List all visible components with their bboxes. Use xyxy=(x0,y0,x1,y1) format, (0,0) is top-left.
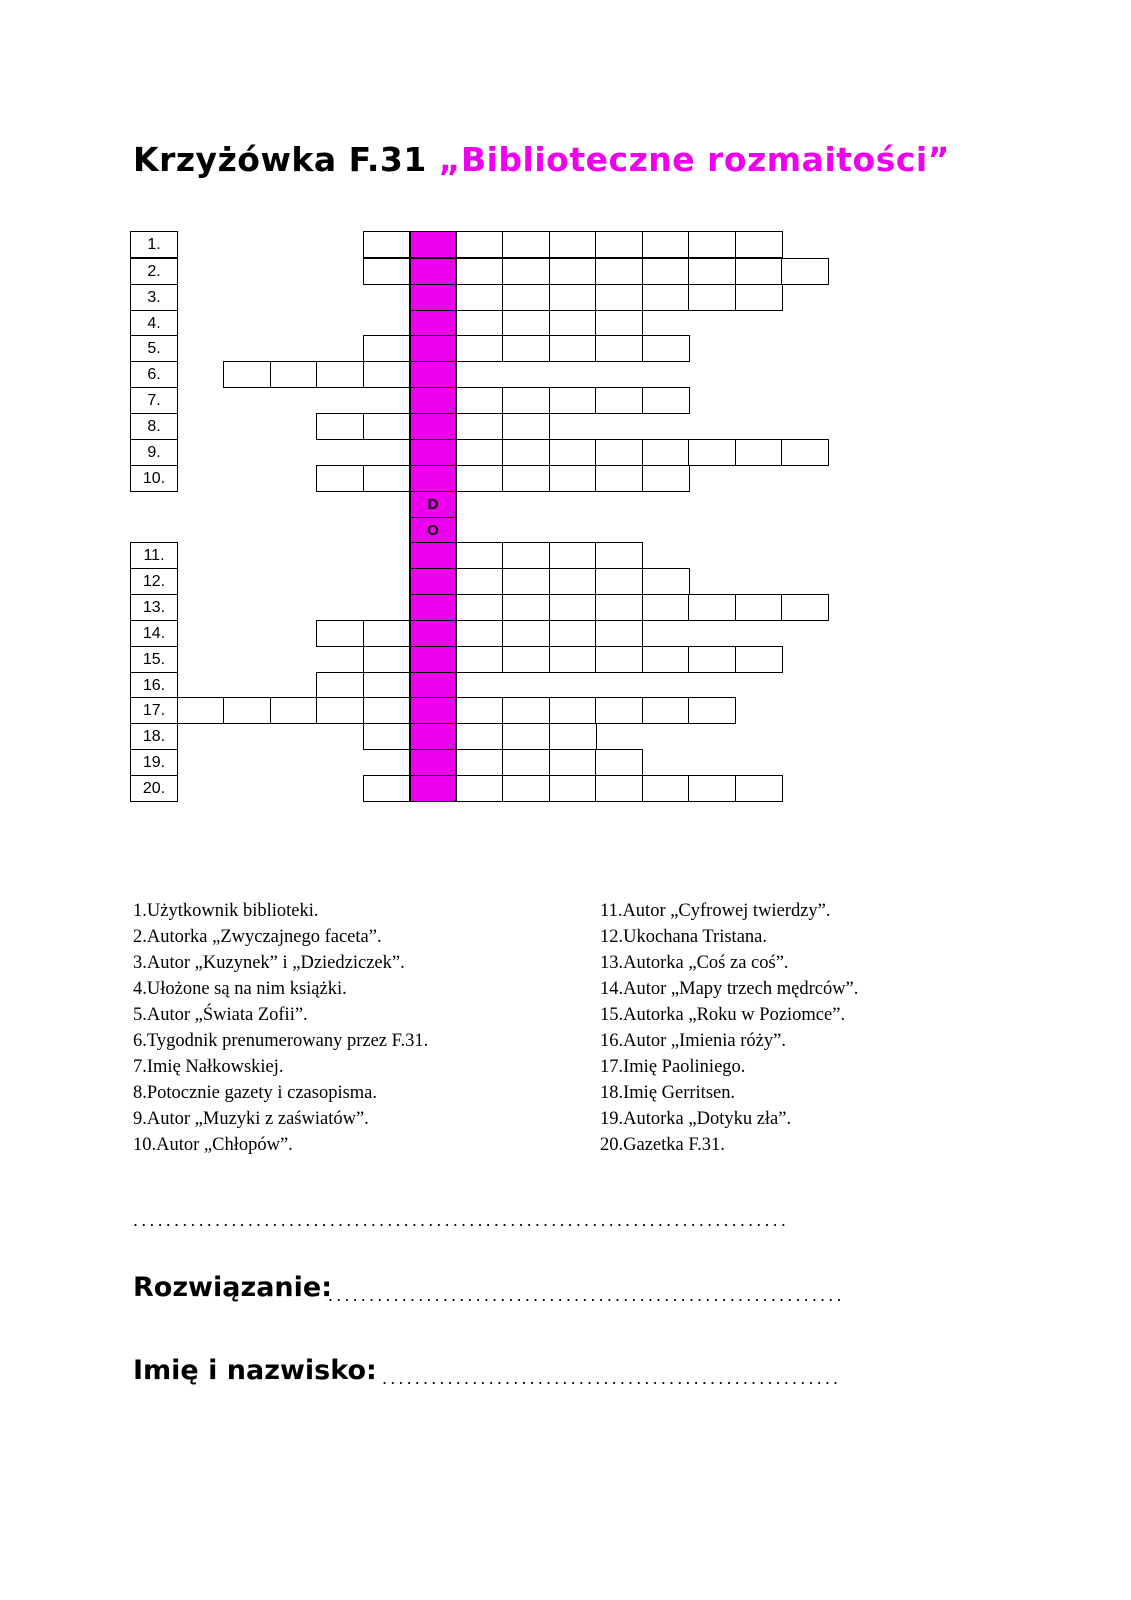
answer-cell[interactable] xyxy=(223,361,271,388)
clue-item: 11.Autor „Cyfrowej twierdzy”. xyxy=(600,901,831,921)
clue-item: 16.Autor „Imienia róży”. xyxy=(600,1031,786,1051)
answer-cell[interactable] xyxy=(456,646,504,673)
answer-cell[interactable] xyxy=(688,697,736,724)
answer-cell[interactable] xyxy=(595,284,643,311)
answer-cell[interactable] xyxy=(549,749,597,776)
answer-cell[interactable] xyxy=(549,284,597,311)
answer-cell[interactable] xyxy=(363,646,411,673)
answer-cell[interactable] xyxy=(502,465,550,492)
answer-cell[interactable] xyxy=(642,697,690,724)
answer-cell[interactable] xyxy=(688,594,736,621)
row-number-label: 15. xyxy=(130,646,178,673)
answer-cell[interactable] xyxy=(549,258,597,285)
answer-cell[interactable] xyxy=(595,749,643,776)
answer-cell[interactable] xyxy=(456,697,504,724)
clue-item: 19.Autorka „Dotyku zła”. xyxy=(600,1109,792,1129)
clue-item: 18.Imię Gerritsen. xyxy=(600,1083,736,1103)
answer-cell[interactable] xyxy=(456,749,504,776)
answer-cell[interactable] xyxy=(642,594,690,621)
answer-cell[interactable] xyxy=(456,594,504,621)
row-number-label: 7. xyxy=(130,387,178,414)
answer-cell[interactable] xyxy=(502,284,550,311)
clue-item: 13.Autorka „Coś za coś”. xyxy=(600,953,789,973)
answer-cell[interactable] xyxy=(502,387,550,414)
solution-label: Rozwiązanie: xyxy=(133,1272,332,1303)
key-column-cell[interactable] xyxy=(409,387,457,414)
answer-cell[interactable] xyxy=(316,697,364,724)
answer-cell[interactable] xyxy=(502,620,550,647)
key-column-cell[interactable] xyxy=(409,310,457,337)
answer-cell[interactable] xyxy=(735,646,783,673)
answer-cell[interactable] xyxy=(595,258,643,285)
answer-cell[interactable] xyxy=(502,749,550,776)
answer-cell[interactable] xyxy=(549,723,597,750)
clue-item: 8.Potocznie gazety i czasopisma. xyxy=(133,1083,378,1103)
answer-cell[interactable] xyxy=(363,620,411,647)
answer-cell[interactable] xyxy=(502,413,550,440)
answer-cell[interactable] xyxy=(735,258,783,285)
answer-cell[interactable] xyxy=(735,594,783,621)
answer-cell[interactable] xyxy=(595,310,643,337)
answer-cell[interactable] xyxy=(688,284,736,311)
answer-cell[interactable] xyxy=(456,439,504,466)
answer-cell[interactable] xyxy=(642,335,690,362)
answer-cell[interactable] xyxy=(316,361,364,388)
key-letter: O xyxy=(427,522,439,539)
key-column-cell[interactable] xyxy=(409,284,457,311)
answer-cell[interactable] xyxy=(595,620,643,647)
solution-field[interactable]: ............................................................... xyxy=(328,1285,845,1305)
answer-cell[interactable] xyxy=(595,697,643,724)
answer-cell[interactable] xyxy=(781,594,829,621)
answer-cell[interactable] xyxy=(177,697,225,724)
answer-cell[interactable] xyxy=(456,723,504,750)
answer-cell[interactable] xyxy=(549,594,597,621)
answer-cell[interactable] xyxy=(549,646,597,673)
answer-cell[interactable] xyxy=(363,231,411,258)
answer-cell[interactable] xyxy=(456,231,504,258)
row-number-label: 17. xyxy=(130,697,178,724)
answer-cell[interactable] xyxy=(502,775,550,802)
clue-item: 2.Autorka „Zwyczajnego faceta”. xyxy=(133,927,382,947)
answer-cell[interactable] xyxy=(456,387,504,414)
row-number-label: 10. xyxy=(130,465,178,492)
clue-item: 6.Tygodnik prenumerowany przez F.31. xyxy=(133,1031,429,1051)
clue-item: 10.Autor „Chłopów”. xyxy=(133,1135,293,1155)
answer-cell[interactable] xyxy=(270,361,318,388)
answer-cell[interactable] xyxy=(735,439,783,466)
answer-cell[interactable] xyxy=(549,775,597,802)
clues-left-column xyxy=(133,898,428,1158)
answer-cell[interactable] xyxy=(363,361,411,388)
answer-cell[interactable] xyxy=(456,335,504,362)
row-number-label: 14. xyxy=(130,620,178,647)
row-number-label: 13. xyxy=(130,594,178,621)
clue-item: 17.Imię Paoliniego. xyxy=(600,1057,746,1077)
row-number-label: 6. xyxy=(130,361,178,388)
answer-cell[interactable] xyxy=(502,594,550,621)
answer-cell[interactable] xyxy=(642,258,690,285)
answer-cell[interactable] xyxy=(549,231,597,258)
answer-cell[interactable] xyxy=(316,465,364,492)
answer-cell[interactable] xyxy=(316,620,364,647)
answer-cell[interactable] xyxy=(549,439,597,466)
answer-cell[interactable] xyxy=(363,413,411,440)
row-number-label: 8. xyxy=(130,413,178,440)
blank-answer-line[interactable]: ................................................................................ xyxy=(133,1210,790,1230)
key-column-cell[interactable] xyxy=(409,335,457,362)
answer-cell[interactable] xyxy=(502,568,550,595)
answer-cell[interactable] xyxy=(502,697,550,724)
answer-cell[interactable] xyxy=(688,775,736,802)
answer-cell[interactable] xyxy=(363,697,411,724)
answer-cell[interactable] xyxy=(642,439,690,466)
key-column-cell[interactable] xyxy=(409,465,457,492)
key-column-cell[interactable] xyxy=(409,439,457,466)
answer-cell[interactable] xyxy=(502,646,550,673)
answer-cell[interactable] xyxy=(363,258,411,285)
answer-cell[interactable] xyxy=(549,568,597,595)
answer-cell[interactable] xyxy=(456,258,504,285)
answer-cell[interactable] xyxy=(363,775,411,802)
answer-cell[interactable] xyxy=(456,568,504,595)
clue-item: 5.Autor „Świata Zofii”. xyxy=(133,1005,308,1025)
answer-cell[interactable] xyxy=(316,672,364,699)
answer-cell[interactable] xyxy=(456,284,504,311)
clue-item: 9.Autor „Muzyki z zaświatów”. xyxy=(133,1109,369,1129)
answer-cell[interactable] xyxy=(642,775,690,802)
clue-item: 1.Użytkownik biblioteki. xyxy=(133,901,319,921)
key-column-cell[interactable] xyxy=(409,413,457,440)
answer-cell[interactable] xyxy=(456,542,504,569)
key-column-cell[interactable] xyxy=(409,775,457,802)
clue-item: 20.Gazetka F.31. xyxy=(600,1135,725,1155)
row-number-label: 9. xyxy=(130,439,178,466)
clues-right-column xyxy=(600,898,858,1158)
key-column-cell[interactable] xyxy=(409,542,457,569)
answer-cell[interactable] xyxy=(549,465,597,492)
answer-cell[interactable] xyxy=(642,231,690,258)
answer-cell[interactable] xyxy=(595,775,643,802)
answer-cell[interactable] xyxy=(595,231,643,258)
answer-cell[interactable] xyxy=(642,465,690,492)
answer-cell[interactable] xyxy=(502,310,550,337)
answer-cell[interactable] xyxy=(456,775,504,802)
answer-cell[interactable] xyxy=(270,697,318,724)
row-number-label: 16. xyxy=(130,672,178,699)
answer-cell[interactable] xyxy=(642,284,690,311)
key-column-cell[interactable] xyxy=(409,723,457,750)
answer-cell[interactable] xyxy=(223,697,271,724)
answer-cell[interactable] xyxy=(363,335,411,362)
answer-cell[interactable] xyxy=(735,231,783,258)
answer-cell[interactable] xyxy=(549,697,597,724)
key-column-cell[interactable] xyxy=(409,672,457,699)
answer-cell[interactable] xyxy=(642,646,690,673)
row-number-label: 2. xyxy=(130,258,178,285)
answer-cell[interactable] xyxy=(363,672,411,699)
row-number-label: 11. xyxy=(130,542,178,569)
answer-cell[interactable] xyxy=(456,310,504,337)
answer-cell[interactable] xyxy=(595,594,643,621)
row-number-label: 20. xyxy=(130,775,178,802)
clue-item: 7.Imię Nałkowskiej. xyxy=(133,1057,284,1077)
key-column-cell[interactable] xyxy=(409,231,457,258)
key-column-cell[interactable] xyxy=(409,749,457,776)
answer-cell[interactable] xyxy=(456,465,504,492)
answer-cell[interactable] xyxy=(735,284,783,311)
key-column-cell[interactable] xyxy=(409,491,457,518)
answer-cell[interactable] xyxy=(363,465,411,492)
clue-item: 12.Ukochana Tristana. xyxy=(600,927,767,947)
answer-cell[interactable] xyxy=(316,413,364,440)
answer-cell[interactable] xyxy=(549,387,597,414)
key-column-cell[interactable] xyxy=(409,594,457,621)
answer-cell[interactable] xyxy=(595,387,643,414)
answer-cell[interactable] xyxy=(549,620,597,647)
answer-cell[interactable] xyxy=(549,335,597,362)
answer-cell[interactable] xyxy=(595,335,643,362)
clue-item: 4.Ułożone są na nim książki. xyxy=(133,979,347,999)
answer-cell[interactable] xyxy=(549,310,597,337)
row-number-label: 12. xyxy=(130,568,178,595)
answer-cell[interactable] xyxy=(595,568,643,595)
row-number-label: 1. xyxy=(130,231,178,258)
answer-cell[interactable] xyxy=(735,775,783,802)
clue-item: 14.Autor „Mapy trzech mędrców”. xyxy=(600,979,859,999)
key-column-cell[interactable] xyxy=(409,361,457,388)
row-number-label: 18. xyxy=(130,723,178,750)
answer-cell[interactable] xyxy=(595,646,643,673)
answer-cell[interactable] xyxy=(688,439,736,466)
answer-cell[interactable] xyxy=(642,387,690,414)
answer-cell[interactable] xyxy=(502,231,550,258)
row-number-label: 4. xyxy=(130,310,178,337)
answer-cell[interactable] xyxy=(502,258,550,285)
answer-cell[interactable] xyxy=(642,568,690,595)
answer-cell[interactable] xyxy=(781,258,829,285)
answer-cell[interactable] xyxy=(688,646,736,673)
title-highlight: „Biblioteczne rozmaitości” xyxy=(438,140,950,179)
row-number-label: 5. xyxy=(130,335,178,362)
answer-cell[interactable] xyxy=(456,620,504,647)
key-column-cell[interactable] xyxy=(409,620,457,647)
answer-cell[interactable] xyxy=(363,723,411,750)
answer-cell[interactable] xyxy=(502,542,550,569)
answer-cell[interactable] xyxy=(688,231,736,258)
key-column-cell[interactable] xyxy=(409,258,457,285)
answer-cell[interactable] xyxy=(502,439,550,466)
name-field[interactable]: ........................................................ xyxy=(382,1368,842,1388)
key-letter: D xyxy=(427,496,439,513)
answer-cell[interactable] xyxy=(781,439,829,466)
title-prefix: Krzyżówka F.31 xyxy=(133,140,439,179)
name-label: Imię i nazwisko: xyxy=(133,1355,377,1386)
answer-cell[interactable] xyxy=(456,413,504,440)
answer-cell[interactable] xyxy=(595,465,643,492)
answer-cell[interactable] xyxy=(549,542,597,569)
answer-cell[interactable] xyxy=(502,723,550,750)
row-number-label: 19. xyxy=(130,749,178,776)
row-number-label: 3. xyxy=(130,284,178,311)
key-column-cell[interactable] xyxy=(409,568,457,595)
clue-item: 15.Autorka „Roku w Poziomce”. xyxy=(600,1005,846,1025)
key-column-cell[interactable] xyxy=(409,517,457,544)
key-column-cell[interactable] xyxy=(409,646,457,673)
answer-cell[interactable] xyxy=(595,439,643,466)
answer-cell[interactable] xyxy=(595,542,643,569)
clue-item: 3.Autor „Kuzynek” i „Dziedziczek”. xyxy=(133,953,405,973)
answer-cell[interactable] xyxy=(502,335,550,362)
answer-cell[interactable] xyxy=(688,258,736,285)
key-column-cell[interactable] xyxy=(409,697,457,724)
